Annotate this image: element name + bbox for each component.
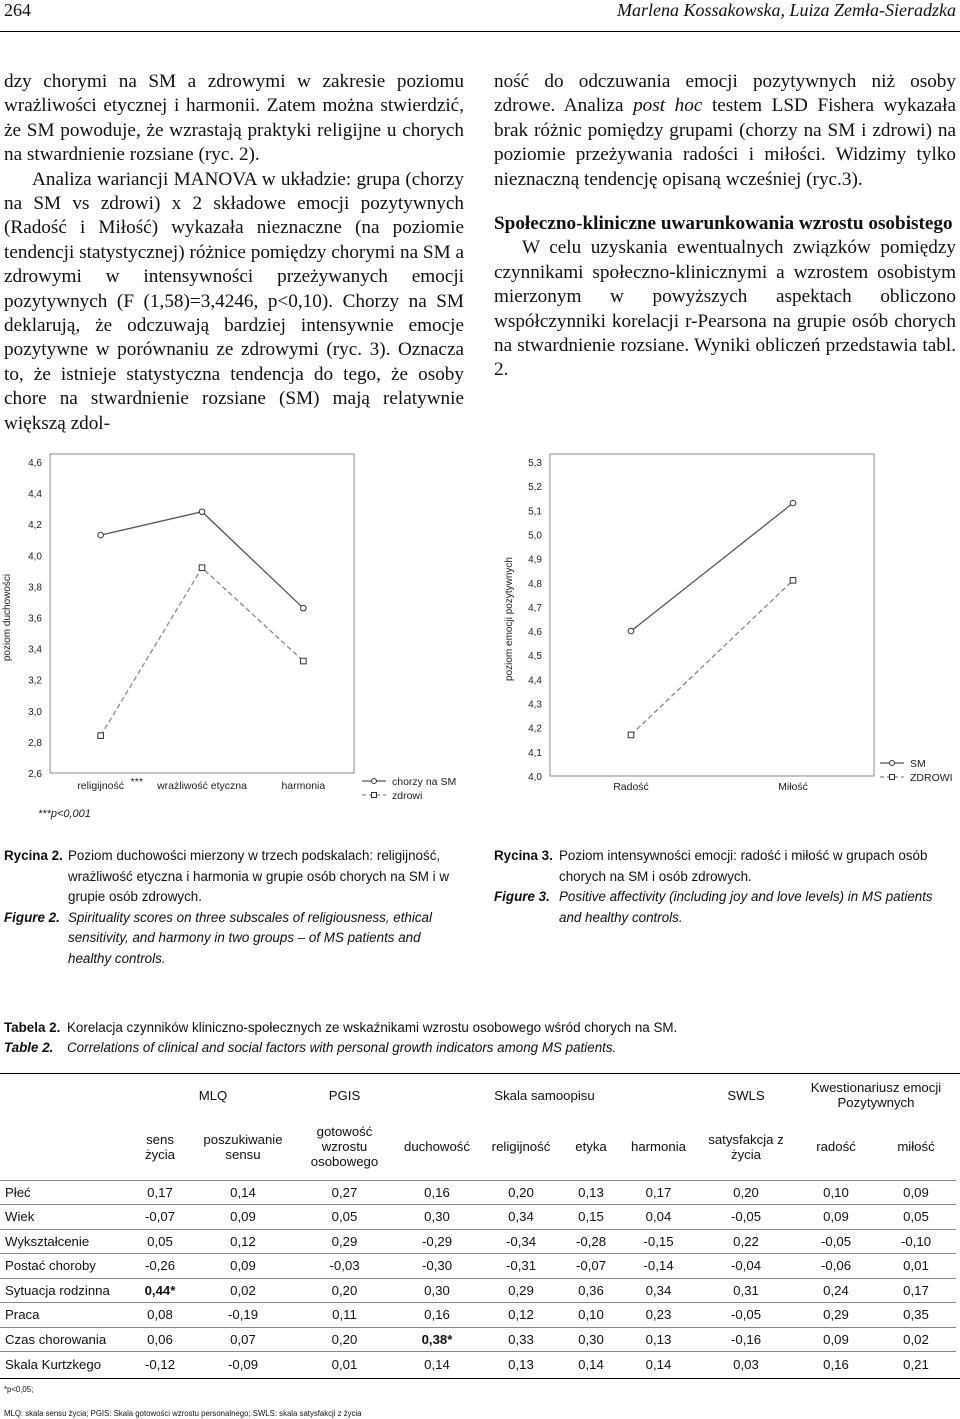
y-tick-label: 5,2 — [528, 482, 542, 494]
table-row — [0, 1278, 956, 1303]
table-cell: -0,10 — [876, 1229, 956, 1254]
y-tick-label: 5,0 — [528, 530, 542, 542]
data-point — [301, 605, 307, 611]
table-cell: 0,12 — [190, 1229, 296, 1254]
y-tick-label: 4,3 — [528, 699, 542, 711]
table-cell: 0,16 — [796, 1352, 876, 1377]
table-cell: 0,44* — [130, 1278, 190, 1303]
table-cell: 0,21 — [876, 1352, 956, 1377]
table-cell: 0,06 — [130, 1327, 190, 1352]
x-category-label: Radość — [613, 781, 649, 793]
y-axis-label: poziom duchowości — [2, 573, 13, 662]
table-corner — [0, 1076, 130, 1114]
table-cell: 0,08 — [130, 1303, 190, 1328]
caption-label: Rycina 2. — [4, 848, 63, 863]
table-cell: -0,03 — [296, 1254, 393, 1279]
table-cell: 0,16 — [393, 1303, 481, 1328]
table-cell: -0,34 — [481, 1229, 561, 1254]
table-cell: 0,17 — [876, 1278, 956, 1303]
row-label: Płeć — [0, 1180, 130, 1205]
table-row — [0, 1327, 956, 1352]
y-tick-label: 4,6 — [28, 458, 42, 469]
table-cell: 0,14 — [190, 1180, 296, 1205]
table-caption-text: Korelacja czynników kliniczno-społecznych ze wskaźnikami wzrostu osobowego wśród chorych na SM. — [67, 1020, 678, 1035]
legend-label: SM — [910, 758, 926, 770]
legend-label: ZDROWI — [910, 772, 953, 784]
table-cell: 0,20 — [296, 1278, 393, 1303]
table-cell: 0,23 — [621, 1303, 696, 1328]
table-cell: -0,07 — [130, 1205, 190, 1230]
table-cell: 0,36 — [561, 1278, 621, 1303]
table-cell: 0,15 — [561, 1205, 621, 1230]
caption-text: Poziom duchowości mierzony w trzech podskalach: religijność, wrażliwość etyczna i harmonia w grupie osób chorych na SM i w grupie osób zdrowych. — [68, 848, 450, 904]
caption-label: Figure 3. — [494, 889, 550, 904]
paragraph — [494, 70, 956, 192]
y-tick-label: 4,6 — [528, 627, 542, 639]
y-tick-label: 3,4 — [28, 644, 42, 656]
page-number: 264 — [4, 0, 31, 20]
spacer — [494, 192, 956, 212]
data-point — [628, 628, 634, 634]
table-cell: 0,13 — [481, 1352, 561, 1377]
table-bottom-rule — [0, 1378, 960, 1379]
table-cell: -0,15 — [621, 1229, 696, 1254]
table-cell: 0,05 — [876, 1205, 956, 1230]
table-cell: -0,05 — [696, 1303, 796, 1328]
table-cell: 0,29 — [796, 1303, 876, 1328]
x-category-label: Miłość — [778, 781, 808, 793]
data-point — [790, 578, 796, 584]
table-cell: 0,07 — [190, 1327, 296, 1352]
y-tick-label: 5,1 — [528, 506, 542, 518]
column-header: harmonia — [631, 1139, 686, 1155]
table-cell: -0,31 — [481, 1254, 561, 1279]
table-cell: 0,01 — [876, 1254, 956, 1279]
caption-text: Spirituality scores on three subscales of religiousness, ethical sensitivity, and harmony in two groups – of MS patients and healthy controls. — [68, 909, 432, 966]
table-cell: 0,30 — [393, 1205, 481, 1230]
y-tick-label: 3,2 — [28, 675, 42, 687]
table-cell: -0,09 — [190, 1352, 296, 1377]
y-tick-label: 4,7 — [528, 602, 542, 614]
table-top-rule — [0, 1073, 960, 1074]
table-footnote: *p<0,05; — [4, 1385, 34, 1394]
group-header-mlq: MLQ — [198, 1087, 228, 1103]
table-column-header-row — [0, 1114, 956, 1180]
y-tick-label: 4,1 — [528, 747, 542, 759]
y-axis-label: poziom emocji pozytywnych — [504, 557, 515, 681]
y-tick-label: 2,6 — [28, 769, 42, 780]
table-cell: 0,34 — [481, 1205, 561, 1230]
data-point — [628, 732, 634, 738]
table-cell: -0,26 — [130, 1254, 190, 1279]
table-cell: 0,05 — [296, 1205, 393, 1230]
table-cell: 0,13 — [621, 1327, 696, 1352]
text-run: testem LSD Fishera wykazała brak różnic pomiędzy grupami (chorzy na SM i zdrowi) na poziomie przeżywania radości i miłości. Widzimy tylko nieznaczną tendencję opisaną wcześniej (ryc.3). — [494, 95, 956, 190]
table-cell: 0,22 — [696, 1229, 796, 1254]
text-run: ność do odczuwania emocji pozytywnych niż osoby zdrowe. Analiza — [494, 71, 956, 117]
column-header: religijność — [491, 1139, 551, 1155]
table-cell: 0,09 — [190, 1254, 296, 1279]
table-cell: 0,09 — [796, 1327, 876, 1352]
table-cell: -0,14 — [621, 1254, 696, 1279]
table-cell: 0,14 — [393, 1352, 481, 1377]
table-cell: 0,14 — [621, 1352, 696, 1377]
table-cell: 0,10 — [796, 1180, 876, 1205]
table-cell: 0,30 — [393, 1278, 481, 1303]
table-cell: 0,09 — [876, 1180, 956, 1205]
table-label: Table 2. — [4, 1040, 54, 1055]
right-column — [494, 70, 956, 383]
caption-text: Positive affectivity (including joy and love levels) in MS patients and healthy controls. — [559, 889, 933, 925]
table-cell: 0,14 — [561, 1352, 621, 1377]
plot-frame — [550, 454, 874, 776]
data-point — [98, 733, 104, 739]
table-cell: -0,06 — [796, 1254, 876, 1279]
significance-mark: *** — [130, 776, 143, 788]
legend-label: chorzy na SM — [392, 776, 457, 788]
row-label: Skala Kurtzkego — [0, 1352, 130, 1377]
paragraph: dzy chorymi na SM a zdrowymi w zakresie poziomu wrażliwości etycznej i harmonii. Zatem można stwierdzić, że SM powoduje, że wzrastają praktyki religijne u chorych na stwardnienie rozsiane (ryc. 2). — [4, 71, 464, 166]
row-label: Postać choroby — [0, 1254, 130, 1279]
y-tick-label: 5,3 — [528, 458, 542, 469]
table-cell: 0,09 — [796, 1205, 876, 1230]
table-row — [0, 1229, 956, 1254]
legend-marker — [372, 779, 377, 784]
legend-label: zdrowi — [392, 790, 423, 802]
series-line — [101, 568, 304, 736]
figure-3-caption — [494, 846, 956, 928]
y-tick-label: 4,9 — [528, 554, 542, 566]
series-line — [631, 503, 793, 631]
column-header: etyka — [575, 1139, 607, 1155]
figure-2-caption — [4, 846, 466, 969]
table-caption — [4, 1018, 954, 1058]
table-cell: 0,20 — [296, 1327, 393, 1352]
table-cell: 0,20 — [696, 1180, 796, 1205]
column-header: poszukiwanie sensu — [203, 1131, 283, 1162]
table-cell: 0,13 — [561, 1180, 621, 1205]
table-cell: 0,29 — [481, 1278, 561, 1303]
group-header-kwestionariusz: Kwestionariusz emocji Pozytywnych — [810, 1080, 942, 1110]
table-cell: 0,03 — [696, 1352, 796, 1377]
y-tick-label: 4,0 — [528, 772, 542, 783]
table-cell: 0,34 — [621, 1278, 696, 1303]
table-row — [0, 1254, 956, 1279]
correlation-table — [0, 1076, 956, 1376]
y-tick-label: 2,8 — [28, 737, 42, 749]
table-cell: 0,11 — [296, 1303, 393, 1328]
column-header: gotowość wzrostu osobowego — [310, 1124, 379, 1170]
table-cell: 0,33 — [481, 1327, 561, 1352]
series-line — [101, 512, 304, 608]
y-tick-label: 3,0 — [28, 706, 42, 718]
table-caption-text: Correlations of clinical and social factors with personal growth indicators among MS patients. — [67, 1040, 617, 1055]
x-category-label: harmonia — [281, 780, 326, 792]
table-cell: 0,02 — [876, 1327, 956, 1352]
table-cell: 0,09 — [190, 1205, 296, 1230]
y-tick-label: 4,4 — [28, 489, 42, 501]
table-cell: 0,01 — [296, 1352, 393, 1377]
table-cell: -0,07 — [561, 1254, 621, 1279]
table-cell: 0,04 — [621, 1205, 696, 1230]
table-cell: 0,38* — [393, 1327, 481, 1352]
x-category-label: wrażliwość etyczna — [157, 780, 247, 792]
row-label: Wykształcenie — [0, 1229, 130, 1254]
left-column — [4, 70, 464, 436]
table-cell: 0,05 — [130, 1229, 190, 1254]
table-cell: 0,02 — [190, 1278, 296, 1303]
figure-2-chart — [0, 450, 470, 825]
table-row — [0, 1352, 956, 1377]
y-tick-label: 4,0 — [28, 551, 42, 563]
caption-text: Poziom intensywności emocji: radość i miłość w grupach osób chorych na SM i osób zdrowych. — [559, 848, 928, 884]
column-header: miłość — [897, 1139, 935, 1155]
table-cell: 0,27 — [296, 1180, 393, 1205]
running-head-authors: Marlena Kossakowska, Luiza Zemła-Sieradzka — [617, 0, 956, 20]
table-cell: -0,30 — [393, 1254, 481, 1279]
header-rule — [0, 31, 960, 32]
column-header: radość — [816, 1139, 856, 1155]
column-header: satysfakcja z życia — [708, 1131, 784, 1162]
legend-marker — [890, 761, 895, 766]
table-cell: 0,17 — [130, 1180, 190, 1205]
table-row — [0, 1180, 956, 1205]
y-tick-label: 4,2 — [528, 723, 542, 735]
y-tick-label: 3,8 — [28, 582, 42, 594]
table-abbreviations-note: MLQ: skala sensu życia; PGIS: Skala gotowości wzrostu personalnego; SWLS: skala satysfakcji z życia — [4, 1409, 362, 1418]
table-cell: 0,31 — [696, 1278, 796, 1303]
table-cell: 0,20 — [481, 1180, 561, 1205]
plot-frame — [50, 454, 354, 773]
table-cell: -0,16 — [696, 1327, 796, 1352]
row-label: Czas chorowania — [0, 1327, 130, 1352]
y-tick-label: 4,2 — [28, 520, 42, 532]
table-cell: -0,19 — [190, 1303, 296, 1328]
section-heading: Społeczno-kliniczne uwarunkowania wzrostu osobistego — [494, 213, 953, 235]
data-point — [199, 565, 205, 571]
data-point — [199, 509, 205, 515]
row-label: Sytuacja rodzinna — [0, 1278, 130, 1303]
y-tick-label: 4,8 — [528, 578, 542, 590]
x-category-label: religijność — [77, 780, 125, 792]
caption-label: Rycina 3. — [494, 848, 553, 863]
table-row — [0, 1303, 956, 1328]
table-row — [0, 1205, 956, 1230]
table-cell: 0,16 — [393, 1180, 481, 1205]
table-cell: 0,30 — [561, 1327, 621, 1352]
table-cell: -0,05 — [696, 1205, 796, 1230]
table-group-header-row — [0, 1076, 956, 1114]
figure-3-chart — [490, 450, 960, 805]
table-cell: 0,24 — [796, 1278, 876, 1303]
y-tick-label: 4,4 — [528, 675, 542, 687]
legend-marker — [890, 775, 895, 780]
paragraph: Analiza wariancji MANOVA w układzie: grupa (chorzy na SM vs zdrowi) x 2 składowe emocji pozytywnych (Radość i Miłość) wykazała nieznaczne (na poziomie tendencji statystycznej) różnice pomiędzy chorymi na SM a zdrowymi w intensywności przeżywanych emocji pozytywnych (F (1,58)=3,4246, p<0,10). Chorzy na SM deklarują, że odczuwają bardziej intensywnie emocje pozytywne w porównaniu ze zdrowymi (ryc. 3). Oznacza to, że istnieje statystyczna tendencja do tego, że osoby chore na stwardnienie rozsiane (SM) mają relatywnie większą zdol- — [4, 168, 464, 434]
table-cell: 0,17 — [621, 1180, 696, 1205]
table-cell: 0,29 — [296, 1229, 393, 1254]
table-cell: -0,04 — [696, 1254, 796, 1279]
group-header-pgis: PGIS — [328, 1087, 361, 1103]
emphasis-text: post hoc — [633, 95, 703, 117]
caption-label: Figure 2. — [4, 909, 60, 925]
table-cell: 0,10 — [561, 1303, 621, 1328]
data-point — [790, 500, 796, 506]
table-cell: 0,12 — [481, 1303, 561, 1328]
table-corner — [0, 1114, 130, 1180]
y-tick-label: 3,6 — [28, 613, 42, 625]
row-label: Praca — [0, 1303, 130, 1328]
table-label: Tabela 2. — [4, 1020, 61, 1035]
table-cell: -0,29 — [393, 1229, 481, 1254]
table-cell: -0,28 — [561, 1229, 621, 1254]
paragraph: W celu uzyskania ewentualnych związków pomiędzy czynnikami społeczno-klinicznymi a wzrostem osobistym mierzonym w powyższych aspektach obliczono współczynniki korelacji r-Pearsona na grupie osób chorych na stwardnienie rozsiane. Wyniki obliczeń przedstawia tabl. 2. — [494, 237, 956, 381]
table-cell: -0,12 — [130, 1352, 190, 1377]
group-header-swls: SWLS — [727, 1087, 765, 1103]
y-tick-label: 4,5 — [528, 651, 542, 663]
column-header: sens życia — [144, 1131, 176, 1162]
series-line — [631, 580, 793, 735]
table-cell: 0,35 — [876, 1303, 956, 1328]
legend-marker — [372, 793, 377, 798]
table-cell: -0,05 — [796, 1229, 876, 1254]
group-header-skala-samoopisu: Skala samoopisu — [494, 1087, 595, 1103]
chart-annotation: ***p<0,001 — [38, 808, 91, 820]
data-point — [98, 532, 104, 538]
row-label: Wiek — [0, 1205, 130, 1230]
column-header: duchowość — [404, 1139, 470, 1155]
table-body — [0, 1180, 956, 1376]
data-point — [301, 658, 307, 664]
